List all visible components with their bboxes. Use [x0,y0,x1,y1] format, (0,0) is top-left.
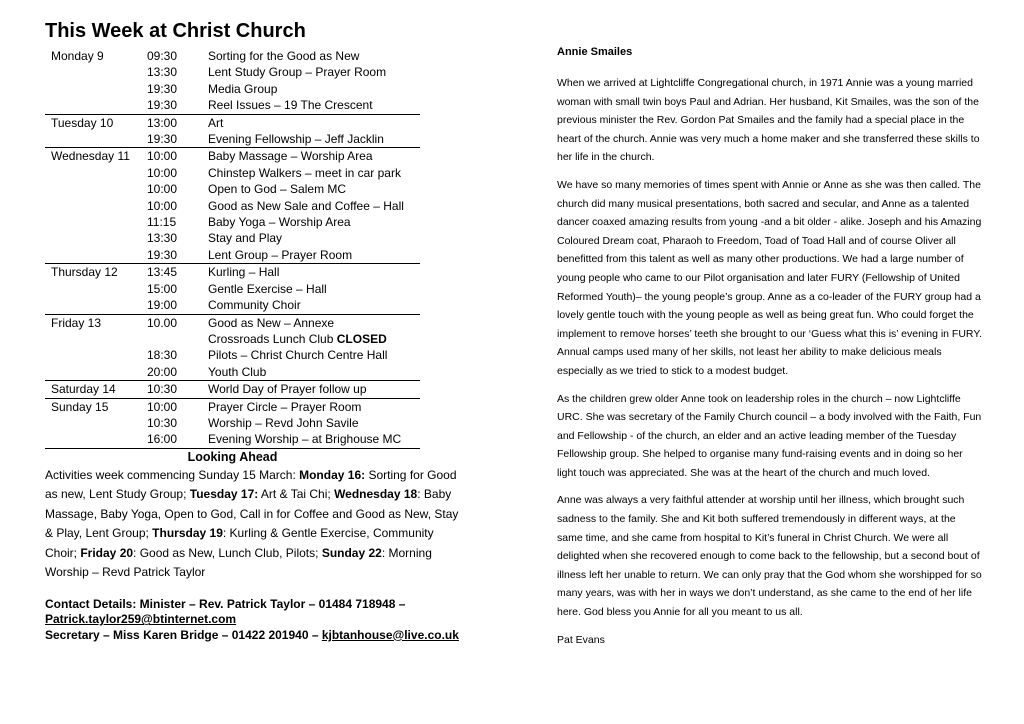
article-paragraph: We have so many memories of times spent with Annie or Anne as she was then called. The church did many musical presentations, both sacred and secular, and Anne as a talented dancer coaxed amazing results from young -and a bit older - alike. Joseph and his Amazing Coloured Dream coat, Pharaoh to Freedom, Toad of Toad Hall and of course Oliver all benefitted from this talent as well as many other productions. We had a large number of young people who came to our Pilot organisation and later FURY (Fellowship of United Reformed Youth)– the young people’s group. Anne as a co-leader of the FURY group had a lovely gentle touch with the young people as well as being great fun. Who could forget the implement to remove horses’ teeth she brought to our ‘Guess what this is’ evening in FURY. Annual camps used many of her skills, not least her ability to make delicious meals especially as we tried to stick to a modest budget. [557,178,982,377]
ahead-day-text: : Kurling & Gentle Exercise, Community Choir; [45,526,434,560]
schedule-event [202,81,420,97]
schedule-time: 10:00 [147,198,178,213]
article-body [557,74,982,622]
ahead-day-text: : Baby Massage, Baby Yoga, Open to God, Call in for Coffee and Good as New, Stay & Play, Lent Group; [45,487,459,541]
schedule-event-text: Art [208,115,224,130]
article-heading: Annie Smailes [557,46,633,58]
schedule-event-text: Youth Club [208,364,267,379]
ahead-day: Monday 16: [299,467,366,482]
schedule-event [202,281,420,297]
ahead-day-text: Sorting for Good as new, Lent Study Group; [45,467,457,502]
right-column [557,44,982,649]
schedule-time: 19:30 [141,247,202,264]
schedule-event [202,48,420,64]
schedule-row [45,297,420,314]
schedule-row [45,314,420,331]
schedule-event-text: Lent Study Group – Prayer Room [208,65,387,80]
schedule-row [45,198,420,214]
schedule-event-text: Pilots – Christ Church Centre Hall [208,348,388,363]
schedule-time: 11:15 [147,215,177,230]
schedule-time: 19:30 [141,131,202,148]
article-paragraph: As the children grew older Anne took on leadership roles in the church – now Lightcliffe URC. She was secretary of the Family Church council – a body involved with the Faith, Fun and Fellowship - of the church, an elder and an active leading member of the Tuesday Fellowship group. She helped to organise many fund-raising events and in doing so her light touch was appreciated. She was at the heart of the church and much loved. [557,392,982,479]
page-title: This Week at Christ Church [45,20,306,42]
looking-ahead-heading: Looking Ahead [187,449,278,464]
schedule-row [45,364,420,381]
looking-ahead-text [45,466,465,583]
schedule-day [45,297,141,314]
schedule-time: 16:00 [141,431,202,448]
schedule-event [202,165,420,181]
schedule-time: 10:00 [147,182,178,197]
ahead-day: Friday 20 [80,545,134,560]
schedule-time: 10:00 [141,148,202,165]
ahead-day: Thursday 19 [152,526,223,541]
schedule-event [202,148,420,165]
schedule-day [45,347,141,363]
schedule-time: 10:00 [147,165,178,180]
schedule-event [202,230,420,246]
schedule-row [45,131,420,148]
schedule-row [45,230,420,246]
schedule-time: 09:30 [147,49,178,63]
schedule-time: 19:30 [141,97,202,114]
schedule-event-text: Reel Issues – 19 The Crescent [208,98,373,113]
schedule-event [202,181,420,197]
schedule-event-text: Community Choir [208,298,301,313]
schedule-event [202,331,420,347]
schedule-event [202,415,420,431]
schedule-day: Tuesday 10 [45,114,141,131]
schedule-day [45,247,141,264]
schedule-event-text: Media Group [208,81,278,96]
schedule-event-text: Worship – Revd John Savile [208,415,359,430]
schedule-day: Monday 9 [51,49,104,63]
schedule-event [202,364,420,381]
schedule-day [45,415,141,431]
article-paragraph: Anne was always a very faithful attender at worship until her illness, which brought such sadness to the family. She and Kit both suffered tremendously in different ways, at the same time, and she came from hospital to Kit’s funeral in Christ Church. We were all delighted when she recovered enough to come back to the fellowship, but a second bout of illness left her unable to return. We can only pray that the God whom she worshipped for so many years, was with her in ways we don’t understand, as she came to the end of her life here. God bless you Annie for all you meant to us all. [557,494,982,619]
schedule-row [45,148,420,165]
schedule-day [45,97,141,114]
schedule-event-text: Baby Massage – Worship Area [208,149,373,164]
weekly-schedule [45,48,420,449]
schedule-row [45,331,420,347]
schedule-day: Wednesday 11 [45,148,141,165]
schedule-time: 18:30 [147,348,178,363]
left-column [45,18,485,643]
schedule-event-text: World Day of Prayer follow up [208,382,367,397]
schedule-event-text: Gentle Exercise – Hall [208,281,327,296]
schedule-event [202,297,420,314]
schedule-event-text: Kurling – Hall [208,265,280,280]
schedule-event [202,314,420,331]
schedule-event [202,264,420,281]
schedule-day [45,64,141,80]
ahead-intro: Activities week commencing Sunday 15 March: [45,467,300,482]
schedule-day [45,281,141,297]
schedule-day: Sunday 15 [45,398,141,415]
schedule-row [45,398,420,415]
contact-secretary: Secretary – Miss Karen Bridge – 01422 201940 – [45,627,322,642]
schedule-event [202,198,420,214]
schedule-row [45,97,420,114]
schedule-day [45,165,141,181]
schedule-event-text: Crossroads Lunch Club [208,331,337,346]
schedule-event [202,214,420,230]
schedule-event-text: Evening Fellowship – Jeff Jacklin [208,132,384,147]
schedule-day [45,431,141,448]
schedule-event-text: Good as New Sale and Coffee – Hall [208,198,404,213]
schedule-event [202,381,420,398]
schedule-day [45,181,141,197]
article-signature: Pat Evans [557,633,605,646]
schedule-event [202,64,420,80]
schedule-event-emphasis: CLOSED [336,331,387,346]
schedule-row [45,165,420,181]
schedule-event [202,398,420,415]
schedule-row [45,347,420,363]
schedule-row [45,181,420,197]
schedule-time: 13:00 [141,114,202,131]
ahead-day-text: Art & Tai Chi; [258,487,335,502]
schedule-day: Thursday 12 [45,264,141,281]
schedule-event-text: Prayer Circle – Prayer Room [208,399,362,414]
schedule-event-text: Chinstep Walkers – meet in car park [208,165,401,180]
schedule-row [45,81,420,97]
schedule-event-text: Good as New – Annexe [208,315,335,330]
ahead-day-text: : Morning Worship – Revd Patrick Taylor [45,545,432,580]
schedule-day [45,131,141,148]
schedule-day [45,230,141,246]
contact-minister: Contact Details: Minister – Rev. Patrick Taylor – 01484 718948 – [45,596,406,611]
schedule-day: Friday 13 [45,314,141,331]
schedule-day: Saturday 14 [45,381,141,398]
schedule-row [45,381,420,398]
schedule-time: 10:00 [141,398,202,415]
schedule-time: 20:00 [141,364,202,381]
schedule-event [202,114,420,131]
schedule-row [45,64,420,80]
schedule-event-text: Sorting for the Good as New [208,49,360,63]
schedule-event [202,131,420,148]
schedule-row [45,114,420,131]
schedule-day [45,81,141,97]
schedule-event [202,247,420,264]
schedule-time: 10:30 [141,381,202,398]
secretary-email-link[interactable]: kjbtanhouse@live.co.uk [321,627,459,642]
schedule-event [202,97,420,114]
schedule-time: 13:30 [147,231,178,246]
schedule-row [45,214,420,230]
ahead-day: Tuesday 17: [189,487,259,502]
schedule-time: 10.00 [141,314,202,331]
schedule-time: 13:45 [141,264,202,281]
schedule-day [45,364,141,381]
schedule-row [45,48,420,64]
schedule-row [45,264,420,281]
schedule-day [45,214,141,230]
schedule-day [45,331,141,347]
schedule-row [45,247,420,264]
schedule-event-text: Lent Group – Prayer Room [208,247,353,262]
schedule-event [202,347,420,363]
contact-details [45,597,485,644]
schedule-time: 10:30 [147,415,178,430]
ahead-day: Sunday 22 [321,545,382,560]
schedule-row [45,281,420,297]
schedule-row [45,431,420,448]
schedule-time: 15:00 [147,281,178,296]
schedule-event-text: Evening Worship – at Brighouse MC [208,432,402,447]
schedule-row [45,415,420,431]
ahead-day: Wednesday 18 [334,487,418,502]
schedule-time: 19:00 [141,297,202,314]
ahead-day-text: : Good as New, Lunch Club, Pilots; [133,545,322,560]
minister-email-link[interactable]: Patrick.taylor259@btinternet.com [45,612,237,627]
schedule-event-text: Stay and Play [208,231,283,246]
schedule-time [141,331,202,347]
article-paragraph: When we arrived at Lightcliffe Congregational church, in 1971 Annie was a young married woman with small twin boys Paul and Adrian. Her husband, Kit Smailes, was the son of the previous minister the Rev. Gordon Pat Smailes and the family had a special place in the heart of the church. Annie was very much a home maker and she transferred these skills to her life in the church. [557,77,980,164]
schedule-event-text: Baby Yoga – Worship Area [208,215,351,230]
schedule-time: 13:30 [147,65,178,80]
schedule-day [45,198,141,214]
schedule-time: 19:30 [147,81,178,96]
schedule-event-text: Open to God – Salem MC [208,182,347,197]
schedule-event [202,431,420,448]
